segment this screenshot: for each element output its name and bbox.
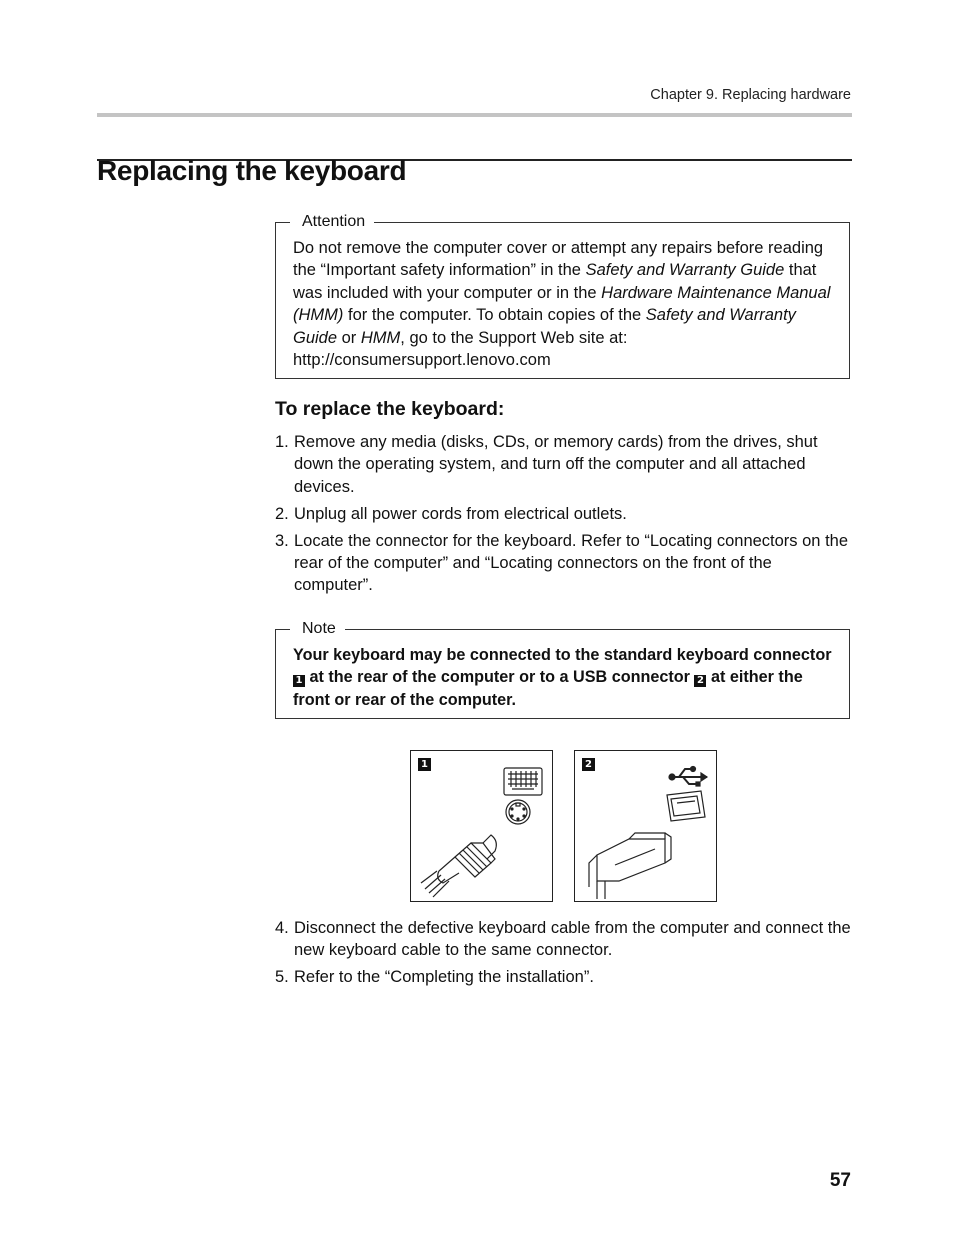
page-number: 57 [829,1170,851,1191]
step-item [275,917,855,962]
note-box [275,620,850,719]
usb-plug-icon [589,833,671,899]
step-number: 2. [275,504,289,523]
step-text: Unplug all power cords from electrical outlets. [294,504,627,523]
figure-callout-2: 2 [582,758,595,771]
step-number: 1. [275,433,289,451]
keyboard-symbol-icon [504,768,542,795]
step-text: Disconnect the defective keyboard cable from the computer and connect the new keyboard cable to the same connector. [294,919,851,960]
attention-box [275,213,850,379]
step-number: 5. [275,968,289,987]
usb-symbol-icon [669,767,707,787]
steps-list-b [275,917,855,993]
attention-label: Attention [290,212,374,232]
header-rule [97,113,852,117]
step-item [275,966,855,988]
usb-port-icon [667,791,705,821]
usb-connector-figure [574,750,717,902]
usb-connector-illustration [575,751,716,901]
figure-callout-1: 1 [418,758,431,771]
step-number: 3. [275,531,289,550]
attention-text: Do not remove the computer cover or attempt any repairs before reading the “Important safety information” in the Safety and Warranty Guide that was included with your computer or in the Hardware Maintenance Manual (HMM) for the computer. To obtain copies of the Safety and Warranty Guide or HMM, go to the Support Web site at: http://consumersupport.lenovo.com [293,239,831,370]
step-text: Remove any media (disks, CDs, or memory cards) from the drives, shut down the operating system, and turn off the computer and all attached devices. [294,433,818,496]
callout-2-icon: 2 [694,675,706,687]
note-text: Your keyboard may be connected to the standard keyboard connector 1 at the rear of the computer or to a USB connector 2 at either the front or rear of the computer. [293,646,832,709]
note-label: Note [290,619,345,639]
step-item [275,530,855,597]
page-title: Replacing the keyboard [97,155,407,186]
steps-list-a [275,431,855,601]
procedure-heading: To replace the keyboard: [275,398,505,420]
step-text: Locate the connector for the keyboard. Refer to “Locating connectors on the rear of the computer” and “Locating connectors on the front of the computer”. [294,531,849,595]
ps2-port-icon [506,800,530,824]
ps2-connector-illustration [411,751,552,901]
ps2-plug-icon [421,835,496,897]
step-item [275,503,855,525]
running-head: Chapter 9. Replacing hardware [650,87,851,103]
callout-1-icon: 1 [293,675,305,687]
step-text: Refer to the “Completing the installation”. [294,968,594,987]
ps2-connector-figure [410,750,553,902]
step-number: 4. [275,919,289,937]
step-item [275,431,855,498]
